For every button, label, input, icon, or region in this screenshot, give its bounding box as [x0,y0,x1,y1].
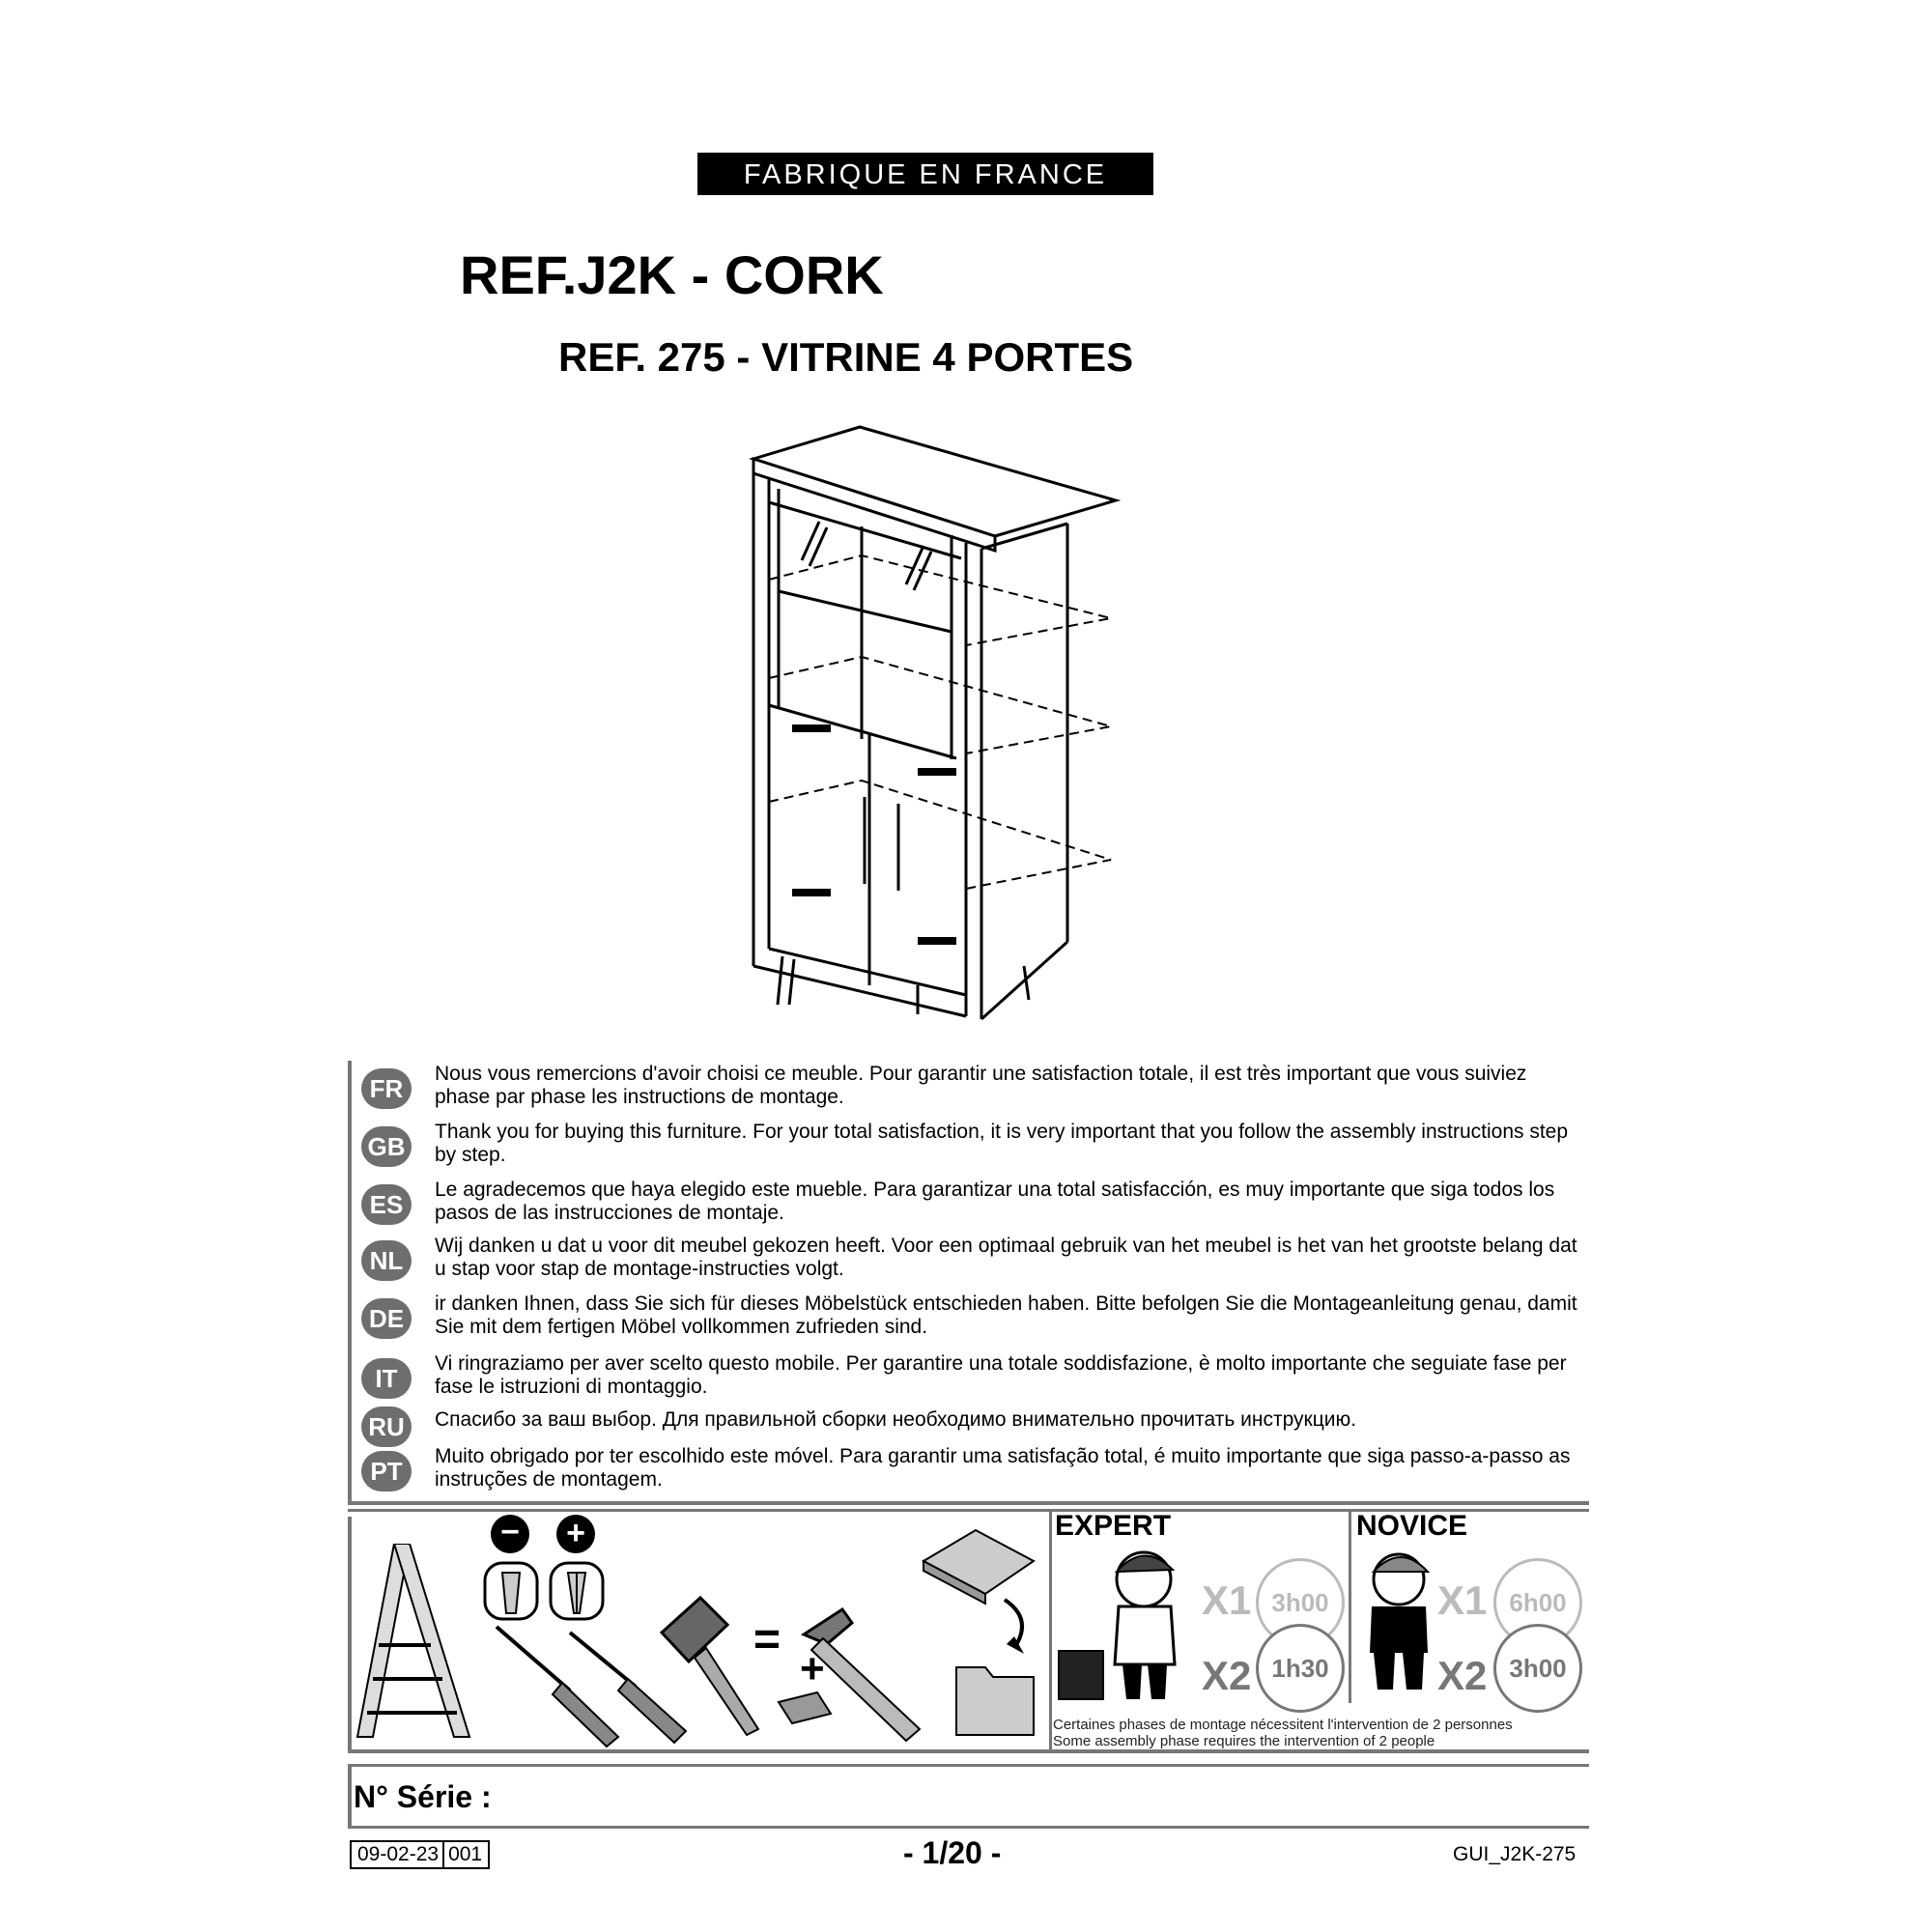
section-rule [348,1061,352,1505]
plus-icon: + [556,1515,595,1553]
lang-text: Thank you for buying this furniture. For your total satisfaction, it is very important that you follow the assembly instructions step by step. [435,1121,1569,1166]
lang-badge: RU [361,1406,412,1447]
two-person-note-en: Some assembly phase requires the intervention of 2 people [1053,1733,1435,1749]
novice-x1: X1 [1437,1577,1488,1623]
lang-text: Muito obrigado por ter escolhido este móvel. Para garantir uma satisfação total, é muito importante que siga passo-a-passo as instruções de montagem. [435,1445,1571,1491]
lang-row-nl [361,1235,1578,1291]
equals-sign: = [753,1614,781,1665]
lang-text: Vi ringraziamo per aver scelto questo mobile. Per garantire una totale soddisfazione, è molto importante che seguiate fase per fase le istruzioni di montaggio. [435,1352,1567,1398]
tools-panel [348,1514,1049,1753]
difficulty-panel [1049,1510,1589,1753]
section-rule [348,1766,352,1826]
serial-number-label: N° Série : [354,1779,492,1814]
section-rule [348,1764,1589,1767]
lang-row-it [361,1352,1578,1408]
expert-label: EXPERT [1055,1510,1172,1542]
lang-row-de [361,1293,1578,1349]
date-version-box [350,1840,490,1869]
lang-badge: PT [361,1451,412,1492]
novice-timer-2: 3h00 [1493,1624,1582,1713]
hammer-icon [775,1605,939,1746]
mallet-icon [652,1594,768,1739]
expert-x1: X1 [1202,1577,1252,1623]
lang-row-ru [361,1408,1578,1447]
date-text: 09-02-23 [357,1843,440,1865]
section-rule [1049,1510,1052,1753]
expert-timer-2: 1h30 [1256,1624,1345,1713]
product-title: REF.J2K - CORK [460,244,884,305]
language-intro-section [348,1061,1589,1505]
document-code: GUI_J2K-275 [1453,1843,1577,1865]
lang-badge: NL [361,1240,412,1281]
section-rule [348,1826,1589,1829]
manual-icon [918,1522,1049,1745]
screwdriver-tips-icon [481,1559,607,1623]
page-number: - 1/20 - [903,1835,1002,1870]
minus-icon: − [491,1515,529,1553]
lang-text: Wij danken u dat u voor dit meubel gekozen heeft. Voor een optimaal gebruik van het meubel is het van het grootste belang dat u stap voor stap de montage-instructies volgt. [435,1235,1577,1280]
lang-text: ir danken Ihnen, dass Sie sich für dieses Möbelstück entschieden haben. Bitte befolgen Sie die Montageanleitung genau, damit Sie mit dem fertigen Möbel vollkommen zufrieden sind. [435,1293,1577,1338]
lang-row-pt [361,1445,1578,1501]
novice-timer-1: 6h00 [1493,1558,1582,1647]
expert-timer-1: 3h00 [1256,1558,1345,1647]
lang-row-gb [361,1121,1578,1177]
lang-text: Le agradecemos que haya elegido este mueble. Para garantizar una total satisfacción, es muy importante que siga todos los pasos de las instrucciones de montaje. [435,1179,1555,1224]
lang-badge: ES [361,1184,412,1225]
two-person-note-fr: Certaines phases de montage nécessitent l'intervention de 2 personnes [1053,1717,1513,1733]
section-rule [348,1517,352,1753]
svg-text:+: + [800,1645,825,1692]
lang-row-fr [361,1063,1578,1119]
product-subtitle: REF. 275 - VITRINE 4 PORTES [558,334,1134,380]
expert-worker-icon [1055,1545,1200,1704]
lang-text: Nous vous remercions d'avoir choisi ce meuble. Pour garantir une satisfaction totale, il est très important que vous suiviez phase par phase les instructions de montage. [435,1063,1527,1108]
cabinet-illustration [744,415,1140,1034]
ladder-icon [355,1544,481,1743]
lang-badge: FR [361,1068,412,1109]
version-text: 001 [442,1842,486,1867]
lang-badge: GB [361,1126,412,1167]
novice-x2: X2 [1437,1653,1488,1698]
lang-row-es [361,1179,1578,1235]
made-in-france-banner: FABRIQUE EN FRANCE [697,153,1153,195]
section-rule [348,1501,1589,1505]
lang-badge: DE [361,1298,412,1339]
novice-label: NOVICE [1356,1510,1468,1542]
novice-worker-icon [1350,1545,1447,1699]
lang-badge: IT [361,1358,412,1399]
expert-x2: X2 [1202,1653,1252,1698]
lang-text: Спасибо за ваш выбор. Для правильной сборки необходимо внимательно прочитать инструкцию. [435,1408,1357,1431]
